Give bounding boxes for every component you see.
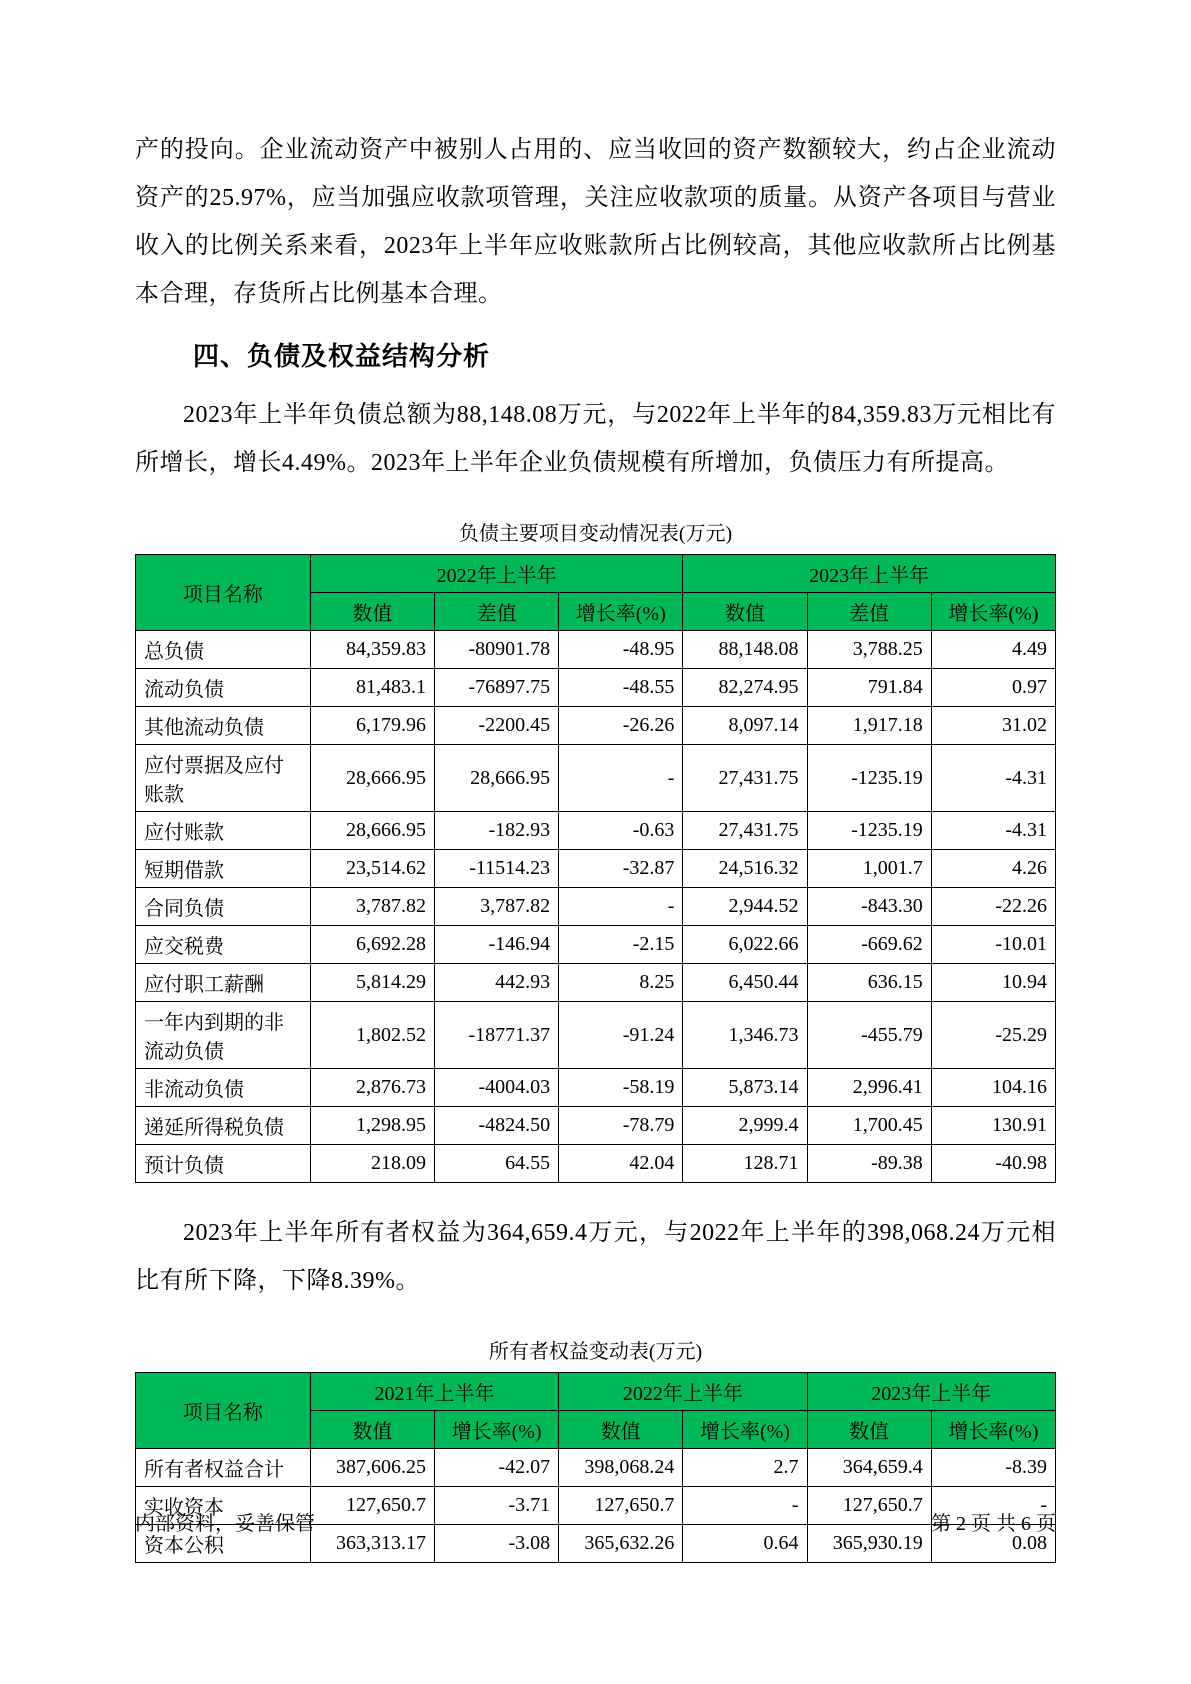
liability-table-caption: 负债主要项目变动情况表(万元) — [458, 523, 733, 545]
col-header-value-2021: 数值 — [310, 1411, 434, 1449]
row-label: 应付票据及应付账款 — [136, 745, 311, 812]
row-label: 递延所得税负债 — [136, 1107, 311, 1145]
row-value: -18771.37 — [434, 1002, 558, 1069]
col-header-growth-2023: 增长率(%) — [931, 1411, 1055, 1449]
row-value: -4824.50 — [434, 1107, 558, 1145]
row-value: -4.31 — [931, 745, 1055, 812]
equity-table-caption: 所有者权益变动表(万元) — [488, 1341, 703, 1363]
row-value: 24,516.32 — [683, 850, 807, 888]
row-value: -2200.45 — [434, 707, 558, 745]
row-value: 4.26 — [931, 850, 1055, 888]
row-value: 82,274.95 — [683, 669, 807, 707]
row-label: 预计负债 — [136, 1145, 311, 1183]
row-value: -26.26 — [559, 707, 683, 745]
row-value: 88,148.08 — [683, 631, 807, 669]
row-value: 27,431.75 — [683, 745, 807, 812]
row-value: 2,944.52 — [683, 888, 807, 926]
row-value: 1,802.52 — [310, 1002, 434, 1069]
row-value: 10.94 — [931, 964, 1055, 1002]
row-value: -2.15 — [559, 926, 683, 964]
col-header-growth-2021: 增长率(%) — [434, 1411, 558, 1449]
row-value: 387,606.25 — [310, 1449, 434, 1487]
row-value: 3,787.82 — [434, 888, 558, 926]
col-header-value-2023: 数值 — [683, 593, 807, 631]
table-row — [136, 888, 1056, 926]
col-group-2021: 2021年上半年 — [310, 1373, 558, 1411]
row-value: 84,359.83 — [310, 631, 434, 669]
row-value: 0.97 — [931, 669, 1055, 707]
row-value: 3,787.82 — [310, 888, 434, 926]
row-value: 2.7 — [683, 1449, 807, 1487]
row-value: 23,514.62 — [310, 850, 434, 888]
row-value: -22.26 — [931, 888, 1055, 926]
row-value: 218.09 — [310, 1145, 434, 1183]
liability-change-table — [135, 554, 1056, 1183]
row-value: -11514.23 — [434, 850, 558, 888]
equity-table-header — [136, 1373, 1056, 1449]
row-value: 5,814.29 — [310, 964, 434, 1002]
row-value: 127,650.7 — [559, 1487, 683, 1525]
table-row — [136, 1069, 1056, 1107]
header-row-groups — [136, 1373, 1056, 1411]
table-row — [136, 850, 1056, 888]
row-value: 81,483.1 — [310, 669, 434, 707]
row-value: -10.01 — [931, 926, 1055, 964]
row-value: 1,298.95 — [310, 1107, 434, 1145]
col-group-2022: 2022年上半年 — [559, 1373, 807, 1411]
row-value: 130.91 — [931, 1107, 1055, 1145]
footer-confidential-note: 内部资料，妥善保管 — [135, 1513, 315, 1535]
row-value: -89.38 — [807, 1145, 931, 1183]
row-label: 短期借款 — [136, 850, 311, 888]
row-value: -76897.75 — [434, 669, 558, 707]
row-value: -48.55 — [559, 669, 683, 707]
row-value: 127,650.7 — [310, 1487, 434, 1525]
row-value: -78.79 — [559, 1107, 683, 1145]
row-label: 应付职工薪酬 — [136, 964, 311, 1002]
row-label: 应交税费 — [136, 926, 311, 964]
row-label: 总负债 — [136, 631, 311, 669]
row-value: - — [559, 888, 683, 926]
table-row — [136, 1107, 1056, 1145]
row-value: -669.62 — [807, 926, 931, 964]
row-value: 3,788.25 — [807, 631, 931, 669]
row-label: 一年内到期的非流动负债 — [136, 1002, 311, 1069]
row-value: -843.30 — [807, 888, 931, 926]
table-row — [136, 631, 1056, 669]
row-value: -91.24 — [559, 1002, 683, 1069]
col-group-2023: 2023年上半年 — [683, 555, 1056, 593]
row-value: 2,996.41 — [807, 1069, 931, 1107]
row-value: -48.95 — [559, 631, 683, 669]
row-label: 资本公积 — [136, 1525, 311, 1563]
row-value: 1,917.18 — [807, 707, 931, 745]
col-group-2023: 2023年上半年 — [807, 1373, 1055, 1411]
row-value: 4.49 — [931, 631, 1055, 669]
paragraph-equity-summary: 2023年上半年所有者权益为364,659.4万元，与2022年上半年的398,068.24万元相比有所下降，下降8.39%。 — [135, 1220, 1056, 1294]
row-value: 364,659.4 — [807, 1449, 931, 1487]
row-value: -4.31 — [931, 812, 1055, 850]
row-value: 6,692.28 — [310, 926, 434, 964]
paragraph-liability-summary: 2023年上半年负债总额为88,148.08万元，与2022年上半年的84,359.83万元相比有所增长，增长4.49%。2023年上半年企业负债规模有所增加，负债压力有所提高。 — [135, 402, 1056, 476]
col-header-diff-2023: 差值 — [807, 593, 931, 631]
footer-page-number: 第 2 页 共 6 页 — [931, 1513, 1056, 1535]
col-header-item-name: 项目名称 — [136, 1373, 311, 1449]
row-value: -1235.19 — [807, 745, 931, 812]
equity-table-body — [136, 1449, 1056, 1563]
row-value: -3.71 — [434, 1487, 558, 1525]
col-header-item-name: 项目名称 — [136, 555, 311, 631]
row-value: 6,179.96 — [310, 707, 434, 745]
row-value: - — [931, 1487, 1055, 1525]
row-value: 64.55 — [434, 1145, 558, 1183]
row-value: 6,022.66 — [683, 926, 807, 964]
row-value: 5,873.14 — [683, 1069, 807, 1107]
spacer — [135, 1183, 1056, 1209]
paragraph-asset-structure: 产的投向。企业流动资产中被别人占用的、应当收回的资产数额较大，约占企业流动资产的25.97%，应当加强应收款项管理，关注应收款项的质量。从资产各项目与营业收入的比例关系来看，2023年上半年应收账款所占比例较高，其他应收款所占比例基本合理，存货所占比例基本合理。 — [135, 137, 1056, 307]
row-value: 1,346.73 — [683, 1002, 807, 1069]
row-value: 365,930.19 — [807, 1525, 931, 1563]
table-row — [136, 926, 1056, 964]
row-value: -58.19 — [559, 1069, 683, 1107]
row-value: -182.93 — [434, 812, 558, 850]
row-value: 8.25 — [559, 964, 683, 1002]
col-header-growth-2022: 增长率(%) — [559, 593, 683, 631]
section-heading-liability-equity: 四、负债及权益结构分析 — [193, 341, 491, 371]
row-value: 791.84 — [807, 669, 931, 707]
row-value: 2,876.73 — [310, 1069, 434, 1107]
row-value: 1,001.7 — [807, 850, 931, 888]
row-label: 流动负债 — [136, 669, 311, 707]
row-label: 实收资本 — [136, 1487, 311, 1525]
row-value: 1,700.45 — [807, 1107, 931, 1145]
row-value: -146.94 — [434, 926, 558, 964]
row-value: -32.87 — [559, 850, 683, 888]
liability-table-body — [136, 631, 1056, 1183]
row-label: 所有者权益合计 — [136, 1449, 311, 1487]
row-value: 28,666.95 — [310, 812, 434, 850]
row-value: -42.07 — [434, 1449, 558, 1487]
liability-table-header — [136, 555, 1056, 631]
row-label: 应付账款 — [136, 812, 311, 850]
col-header-diff-2022: 差值 — [434, 593, 558, 631]
table-row — [136, 812, 1056, 850]
row-value: 128.71 — [683, 1145, 807, 1183]
row-value: -3.08 — [434, 1525, 558, 1563]
row-value: -1235.19 — [807, 812, 931, 850]
col-header-value-2022: 数值 — [559, 1411, 683, 1449]
row-value: 365,632.26 — [559, 1525, 683, 1563]
table-row — [136, 1145, 1056, 1183]
row-value: -40.98 — [931, 1145, 1055, 1183]
row-value: 28,666.95 — [310, 745, 434, 812]
row-value: 127,650.7 — [807, 1487, 931, 1525]
row-value: 0.08 — [931, 1525, 1055, 1563]
col-header-value-2022: 数值 — [310, 593, 434, 631]
table-row — [136, 707, 1056, 745]
row-value: 2,999.4 — [683, 1107, 807, 1145]
table-row — [136, 669, 1056, 707]
row-label: 其他流动负债 — [136, 707, 311, 745]
table-row — [136, 745, 1056, 812]
row-value: -0.63 — [559, 812, 683, 850]
row-value: 28,666.95 — [434, 745, 558, 812]
col-group-2022: 2022年上半年 — [310, 555, 683, 593]
row-value: -25.29 — [931, 1002, 1055, 1069]
row-label: 合同负债 — [136, 888, 311, 926]
page-footer — [135, 1507, 1056, 1536]
row-value: 363,313.17 — [310, 1525, 434, 1563]
row-label: 非流动负债 — [136, 1069, 311, 1107]
row-value: 636.15 — [807, 964, 931, 1002]
row-value: 104.16 — [931, 1069, 1055, 1107]
table-row — [136, 1449, 1056, 1487]
row-value: 27,431.75 — [683, 812, 807, 850]
row-value: 6,450.44 — [683, 964, 807, 1002]
row-value: -80901.78 — [434, 631, 558, 669]
row-value: - — [559, 745, 683, 812]
row-value: -4004.03 — [434, 1069, 558, 1107]
row-value: 398,068.24 — [559, 1449, 683, 1487]
table-row — [136, 1002, 1056, 1069]
header-row-groups — [136, 555, 1056, 593]
col-header-growth-2022: 增长率(%) — [683, 1411, 807, 1449]
row-value: 442.93 — [434, 964, 558, 1002]
col-header-growth-2023: 增长率(%) — [931, 593, 1055, 631]
table-row — [136, 964, 1056, 1002]
row-value: -8.39 — [931, 1449, 1055, 1487]
col-header-value-2023: 数值 — [807, 1411, 931, 1449]
row-value: -455.79 — [807, 1002, 931, 1069]
row-value: 0.64 — [683, 1525, 807, 1563]
row-value: 8,097.14 — [683, 707, 807, 745]
row-value: 31.02 — [931, 707, 1055, 745]
row-value: 42.04 — [559, 1145, 683, 1183]
row-value: - — [683, 1487, 807, 1525]
